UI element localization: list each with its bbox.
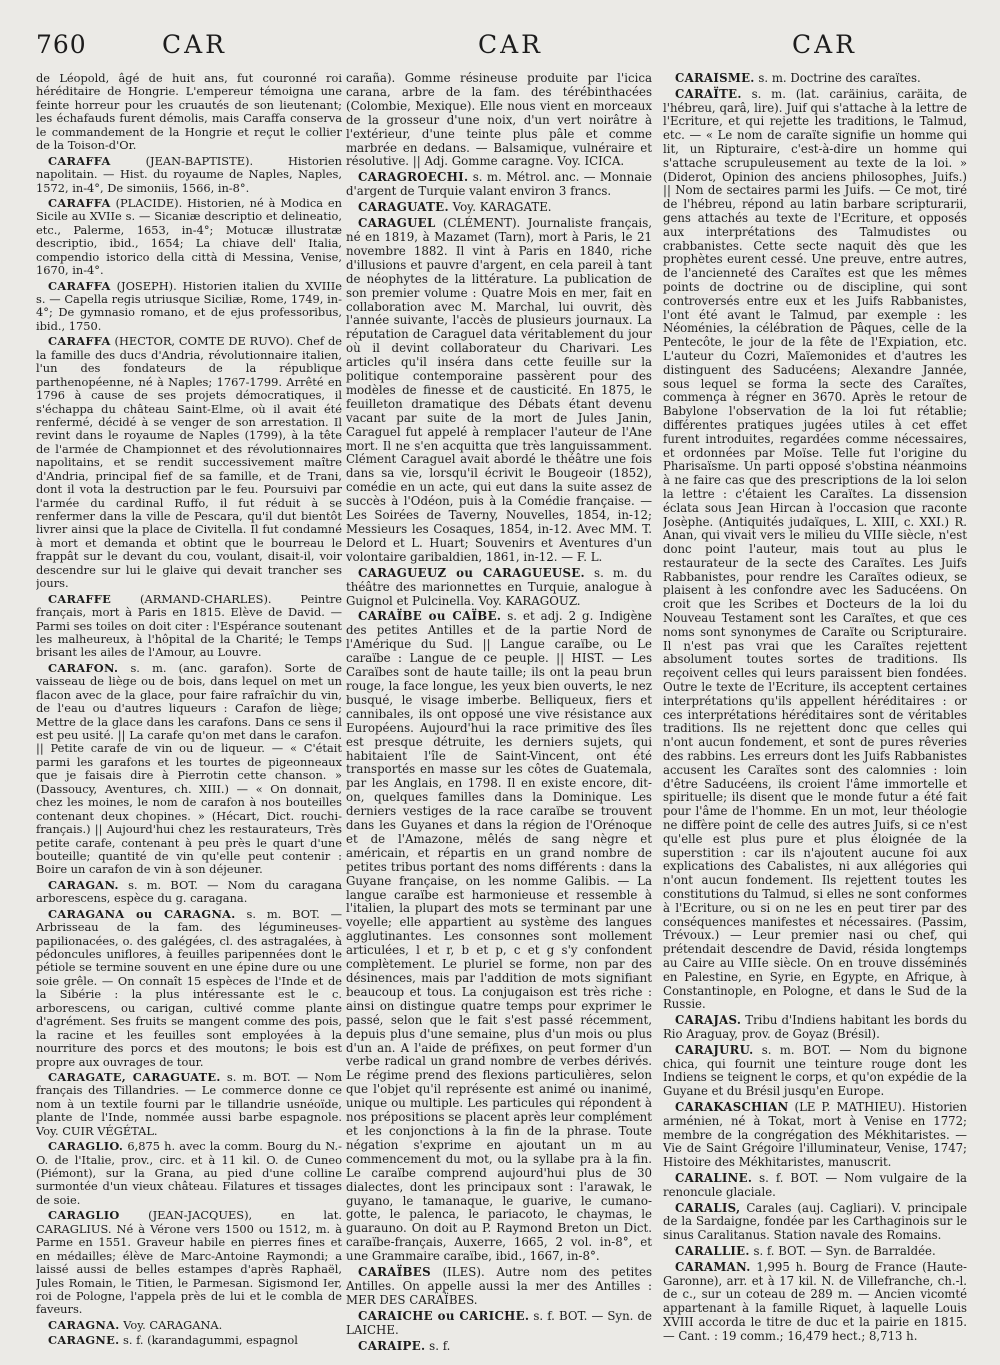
dictionary-entry: [663, 88, 967, 1012]
dictionary-entry: [36, 72, 342, 153]
entry-headword: CARAKASCHIAN: [675, 1099, 789, 1114]
entry-text: Voy. CARAGANA.: [123, 1317, 223, 1332]
dictionary-entry: [36, 1334, 342, 1347]
entry-text: s. m. Métrol. anc. — Monnaie d'argent de Turquie valant environ 3 francs.: [346, 170, 652, 199]
dictionary-entry: [36, 197, 342, 278]
entry-text: s. m. du théâtre des marionnettes en Turquie, analogue à Guignol et Pulcinella. Voy. KARAGOUZ.: [346, 565, 652, 608]
dictionary-entry: [36, 1209, 342, 1317]
entry-text: s. f. BOT. — Syn. de LAICHE.: [346, 1308, 652, 1337]
entry-text: s. m. Doctrine des caraïtes.: [758, 72, 921, 85]
entry-headword: CARAMAN.: [675, 1259, 751, 1274]
dictionary-entry: [346, 567, 652, 609]
dictionary-entry: [36, 1071, 342, 1138]
entry-text: (JEAN-BAPTISTE). Historien napolitain. — Hist. du royaume de Naples, Naples, 1572, in-4°, De simoniis, 1566, in-8°.: [36, 153, 342, 195]
entry-text: s. m. BOT. — Nom français des Tillandries. — Le commerce donne ce nom à un textile fourni par le tillandrie usnéoïde, plante de l'Inde, nommée aussi barbe espagnole. Voy. CUIR VÉGÉTAL.: [36, 1069, 342, 1138]
entry-text: s. m. BOT. — Arbrisseau de la fam. des légumineuses-papilionacées, o. des galégées, cl. des astragalées, à pédoncules uniflores, à feuilles paripennées dont le pétiole se termine souvent en une épine dure ou une soie grêle. — On connaît 15 espèces de l'Inde et de la Sibérie : la plus intéressante est le c. arborescens, ou carigan, cultivé comme plante d'agrément. Ses fruits se mangent comme des pois, la racine et les feuilles sont employées à la nourriture des porcs et des moutons; le bois est propre aux ouvrages de tour.: [36, 906, 342, 1069]
entry-headword: CARALINE.: [675, 1170, 753, 1185]
entry-headword: CARAÏTE.: [675, 86, 742, 101]
entry-headword: CARAFFE: [48, 591, 112, 606]
dictionary-entry: [663, 1044, 967, 1099]
dictionary-entry: [36, 879, 342, 906]
entry-headword: CARAGUEL: [358, 216, 436, 231]
dictionary-entry: [346, 201, 652, 215]
page-number: 760: [36, 30, 87, 59]
entry-text: (CLÉMENT). Journaliste français, né en 1819, à Mazamet (Tarn), mort à Paris, le 21 novembre 1882. Il vint à Paris en 1840, riche d'illusions et pauvre d'argent, en cela pareil à tant de néophytes de la littérature. La publication de son premier volume : Quatre Mois en mer, fait en collaboration avec M. Marchal, lui ouvrit, dès l'année suivante, l'accès de plusieurs journaux. La réputation de Caraguel data véritablement du jour où il devint collaborateur du Charivari. Les articles qu'il inséra dans cette feuille sur la politique contemporaine passèrent pour des modèles de finesse et de causticité. En 1875, le feuilleton dramatique des Débats étant devenu vacant par suite de la mort de Jules Janin, Caraguel fut appelé à remplacer l'auteur de l'Ane mort. Il ne s'en acquitta que très languissamment. Clément Caraguel avait abordé le théâtre une fois dans sa vie, lorsqu'il écrivit le Bougeoir (1852), comédie en un acte, qui eut dans la suite assez de succès à l'Odéon, puis à la Comédie française. — Les Soirées de Taverny, Nouvelles, 1854, in-12; Messieurs les Cosaques, 1854, in-12. Avec MM. T. Delord et L. Huart; Souvenirs et Aventures d'un volontaire garibaldien, 1861, in-12. — F. L.: [346, 216, 652, 564]
entry-text: s. f. BOT. — Nom vulgaire de la renoncule glaciale.: [663, 1170, 967, 1199]
entry-text: (ARMAND-CHARLES). Peintre français, mort à Paris en 1815. Elève de David. — Parmi ses toiles on doit citer : l'Espérance soutenant les malheureux, à l'hôpital de la Charité; le Temps brisant les ailes de l'Amour, au Louvre.: [36, 591, 342, 660]
entry-text: (JEAN-JACQUES), en lat. CARAGLIUS. Né à Vérone vers 1500 ou 1512, m. à Parme en 1551. Graveur habile en pierres fines et en médailles; élève de Marc-Antoine Raymondi; a laissé aussi de belles estampes d'après Raphaël, Jules Romain, le Titien, le Parmesan. Sigismond Ier, roi de Pologne, l'appela près de lui et le combla de faveurs.: [36, 1208, 342, 1317]
entry-headword: CARAGLIO: [48, 1208, 120, 1223]
entry-headword: CARAGROECHI.: [358, 170, 469, 185]
dictionary-entry: [346, 610, 652, 1264]
entry-headword: CARAFON.: [48, 660, 119, 675]
dictionary-entry: [663, 1014, 967, 1042]
dictionary-entry: [36, 280, 342, 334]
dictionary-entry: [346, 1340, 652, 1354]
dictionary-entry: [36, 908, 342, 1069]
entry-text: (LE P. MATHIEU). Historien arménien, né à Tokat, mort à Venise en 1772; membre de la congrégation des Mékhitaristes. — Vie de Saint Grégoire l'illuminateur, Venise, 1747; Histoire des Mékhitaristes, manuscrit.: [663, 1099, 967, 1170]
entry-headword: CARAGAN.: [48, 877, 119, 892]
entry-text: s. m. BOT. — Nom du bignone chica, qui fournit une teinture rouge dont les Indiens se teignent le corps, et qu'on expédie de la Guyane et du Brésil jusqu'en Europe.: [663, 1042, 967, 1099]
column-middle: [346, 72, 652, 1362]
entry-headword: CARAGNE.: [48, 1333, 120, 1348]
entry-headword: CARAFFA: [48, 153, 111, 168]
entry-text: 6,875 h. avec la comm. Bourg du N.-O. de l'Italie, prov., circ. et à 11 kil. O. de Cuneo (Piémont), sur la Grana, au pied d'une colline surmontée d'un vieux château. Filatures et tissages de soie.: [36, 1139, 342, 1207]
dictionary-entry: [663, 1101, 967, 1170]
dictionary-entry: [36, 155, 342, 195]
column-left: [36, 72, 342, 1358]
dictionary-entry: [663, 1202, 967, 1243]
entry-headword: CARAÏSME.: [675, 72, 755, 85]
entry-text: s. et adj. 2 g. Indigène des petites Antilles et de la partie Nord de l'Amérique du Sud. || Langue caraïbe, ou Le caraïbe : Langue de ce peuple. || HIST. — Les Caraïbes sont de haute taille; ils ont la peau brun rouge, la face longue, les yeux bien ouverts, le nez busqué, le visage imberbe. Belliqueux, fiers et cannibales, ils ont opposé une vive résistance aux Européens. Aujourd'hui la race primitive des îles est presque détruite, les derniers sujets, qui habitaient l'île de Saint-Vincent, ont été transportés en masse sur les côtes de Guatemala, par les Anglais, en 1798. Il en existe encore, dit-on, quelques familles dans la Dominique. Les derniers vestiges de la race caraïbe se trouvent dans les Guyanes et dans la région de l'Orénoque et de l'Amazone, mêlés de sang nègre et américain, et répartis en un grand nombre de petites tribus portant des noms différents : dans la Guyane française, on les nomme Galibis. — La langue caraïbe est harmonieuse et ressemble à l'italien, la plupart des mots se terminant par une voyelle; elle appartient au système des langues agglutinantes. Les consonnes sont mollement articulées, l et r, b et p, c et g s'y confondent complètement. Le pluriel se forme, non par des désinences, mais par l'addition de mots signifiant beaucoup et tous. La conjugaison est très riche : ainsi on distingue quatre temps pour exprimer le passé, selon que le fait s'est passé récemment, depuis plus d'une semaine, plus d'un mois ou plus d'un an. A l'aide de préfixes, on peut former d'un verbe radical un grand nombre de verbes dérivés. Le régime prend des flexions particulières, selon que l'objet qu'il représente est animé ou inanimé, unique ou multiple. Les particules qui répondent à nos prépositions se placent après leur complément et les conjonctions à la fin de la phrase. Toute négation s'exprime en ajoutant un m au commencement du mot, ou la syllabe pra à la fin. Le caraïbe comprend aujourd'hui plus de 30 dialectes, dont les principaux sont : l'arawak, le guyano, le tamanaque, le guarive, le cumano-gotte, le palenca, le pariacoto, le chaymas, le guarauno. On doit au P. Raymond Breton un Dict. caraïbe-français, Auxerre, 1665, 2 vol. in-8°, et une Grammaire caraïbe, ibid., 1667, in-8°.: [346, 609, 652, 1264]
dictionary-entry: [36, 1319, 342, 1332]
dictionary-entry: [663, 1245, 967, 1259]
entry-text: Tribu d'Indiens habitant les bords du Rio Araguay, prov. de Goyaz (Brésil).: [663, 1013, 967, 1041]
running-head-center: CAR: [478, 30, 544, 59]
entry-headword: CARAJURU.: [675, 1042, 754, 1057]
entry-headword: CARAFFA: [48, 334, 111, 349]
entry-text: s. f. BOT. — Syn. de Barraldée.: [753, 1243, 936, 1258]
entry-headword: CARAÏBE ou CAÏBE.: [358, 609, 502, 624]
running-head-right: CAR: [792, 30, 858, 59]
entry-headword: CARAGNA.: [48, 1317, 120, 1332]
entry-headword: CARAICHE ou CARICHE.: [358, 1308, 530, 1323]
entry-text: s. m. BOT. — Nom du caragana arborescens, espèce du g. caragana.: [36, 877, 342, 906]
dictionary-entry: [36, 1140, 342, 1207]
entry-text: (HECTOR, COMTE DE RUVO). Chef de la famille des ducs d'Andria, révolutionnaire italien, l'un des fondateurs de la république parthenopéenne, né à Naples; 1767-1799. Arrêté en 1796 à cause de ses projets démocratiques, il s'échappa du château Saint-Elme, où il avait été renfermé, décidé à se venger de son arrestation. Il revint dans le royaume de Naples (1799), à la tête de l'armée de Championnet et des révolutionnaires napolitains, et se rendit successivement maître d'Andria, principal fief de sa famille, et de Trani, dont il vota la destruction par le feu. Poursuivi par l'armée du cardinal Ruffo, il fut réduit à se renfermer dans la ville de Pescara, qu'il dut bientôt livrer ainsi que la place de Civitella. Il fut condamné à mort et demanda et obtint que le bourreau le frappât sur le devant du cou, voulant, disait-il, voir descendre sur lui le glaive qui devait trancher ses jours.: [36, 334, 342, 591]
entry-headword: CARAGUATE.: [358, 200, 449, 215]
dictionary-entry: [36, 335, 342, 590]
entry-text: Carales (auj. Cagliari). V. principale de la Sardaigne, fondée par les Carthaginois sur le sinus Caralitanus. Station navale des Romains.: [663, 1200, 967, 1243]
dictionary-entry: [663, 72, 967, 86]
entry-text: s. m. (lat. caräinius, caräita, de l'hébreu, qarâ, lire). Juif qui s'attache à la lettre de l'Ecriture, et qui rejette les traditions, le Talmud, etc. — « Le nom de caraïte signifie un homme qui lit, un Ripturaire, c'est-à-dire un homme qui s'attache scrupuleusement au texte de la loi. » (Diderot, Opinion des anciens philosophes, Juifs.) || Nom de sectaires parmi les Juifs. — Ce mot, tiré de l'hébreu, répond au latin barbare scripturarii, gens attachés au texte de l'Ecriture, et opposés aux interprétations des Talmudistes ou crabbanistes. Cette secte naquit dès que les prophètes eurent cessé. Une preuve, entre autres, de l'ancienneté des Caraïtes est que les mêmes points de doctrine ou de discipline, qui sont controversés entre eux et les Juifs Rabbanistes, l'ont été avant le Talmud, par exemple : les Néoménies, la célébration de Pâques, celle de la Pentecôte, le jour de la fête de l'Expiation, etc. L'auteur du Cozri, Maïemonides et d'autres les distinguent des Saducéens; Alexandre Jannée, sous lequel se forma la secte des Caraïtes, commença à régner en 3670. Après le retour de Babylone l'observation de la loi fut rétablie; différentes pratiques jugées utiles à cet effet furent introduites, regardées comme nécessaires, et ordonnées par Moïse. Telle fut l'origine du Pharisaïsme. Un parti opposé s'obstina néanmoins à ne faire cas que des prescriptions de la loi selon la lettre : c'étaient les Caraïtes. La dissension éclata sous Jean Hircan à l'occasion que raconte Josèphe. (Antiquités judaïques, L. XIII, c. XXI.) R. Anan, qui vivait vers le milieu du VIIIe siècle, n'est donc point l'auteur, mais tout au plus le restaurateur de la secte des Caraïtes. Les Juifs Rabbanistes, pour rendre les Caraïtes odieux, se plaisent à les confondre avec les Saducéens. On croit que les Scribes et Docteurs de la loi du Nouveau Testament sont les Caraïtes, et que ces noms sont synonymes de Caraïte ou Scripturaire. Il n'est pas vrai que les Caraïtes rejettent absolument toutes sortes de traditions. Ils reçoivent celles qui leurs paraissent bien fondées. Outre le texte de l'Ecriture, ils acceptent certaines interprétations qu'ils appellent héréditaires : or ces interprétations héréditaires sont de véritables traditions. Ils ne rejettent donc que celles qui n'ont aucun fondement, et sont de pures rêveries des rabbins. Les erreurs dont les Juifs Rabbanistes accusent les Caraïtes sont des calomnies : loin d'être Saducéens, ils croient l'âme immortelle et spirituelle; ils disent que le monde futur a été fait pour l'âme de l'homme. En un mot, leur théologie ne diffère point de celle des autres Juifs, si ce n'est qu'elle est plus pure et plus éloignée de la superstition : car ils n'ajoutent aucune foi aux explications des Cabalistes, ni aux allégories qui n'ont aucun fondement. Ils rejettent toutes les constitutions du Talmud, si elles ne sont conformes à l'Ecriture, ou si on ne les en peut tirer par des conséquences manifestes et nécessaires. (Passim, Trévoux.) — Leur premier nasi ou chef, qui prétendait descendre de David, résida longtemps au Caire au VIIIe siècle. On en trouve disséminés en Palestine, en Syrie, en Egypte, en Afrique, à Constantinople, en Pologne, et dans le Sud de la Russie.: [663, 86, 967, 1012]
entry-headword: CARAGLIO.: [48, 1139, 124, 1154]
column-right: [663, 72, 967, 1354]
entry-headword: CARAFFA: [48, 195, 111, 210]
entry-text: s. m. (anc. garafon). Sorte de vaisseau de liège ou de bois, dans lequel on met un flacon avec de la glace, pour faire rafraîchir du vin, de l'eau ou d'autres liqueurs : Carafon de liège; Mettre de la glace dans les carafons. Dans ce sens il est peu usité. || La carafe qu'on met dans le carafon. || Petite carafe de vin ou de liqueur. — « C'était parmi les garafons et les tourtes de pigeonneaux que je faisais dire à Pierrotin cette chanson. » (Dassoucy, Aventures, ch. XIII.) — « On donnait, chez les moines, le nom de carafon à nos bouteilles contenant deux chopines. » (Hécart, Dict. rouchi-français.) || Aujourd'hui chez les restaurateurs, Très petite carafe, contenant à peu près le quart d'une bouteille; quantité de vin qu'elle peut contenir : Boire un carafon de vin à son déjeuner.: [36, 660, 342, 877]
entry-text: 1,995 h. Bourg de France (Haute-Garonne), arr. et à 17 kil. N. de Villefranche, ch.-l. de c., sur un coteau de 289 m. — Ancien vicomté appartenant à la famille Riquet, à laquelle Louis XVIII accorda le titre de duc et la pairie en 1815. — Cant. : 19 comm.; 16,479 hect.; 8,713 h.: [663, 1259, 967, 1343]
dictionary-entry: [346, 1310, 652, 1338]
entry-headword: CARAGANA ou CARAGNA.: [48, 906, 236, 921]
entry-headword: CARAGATE, CARAGUATE.: [48, 1069, 221, 1084]
entry-text: s. f.: [429, 1338, 451, 1353]
entry-headword: CARAIPE.: [358, 1338, 426, 1353]
dictionary-entry: [346, 72, 652, 169]
entry-text: caraña). Gomme résineuse produite par l'icica carana, arbre de la fam. des térébinthacées (Colombie, Mexique). Elle nous vient en morceaux de la grosseur d'une noix, d'un vert noirâtre à l'extérieur, d'une teinte plus pâle et comme marbrée en dedans. — Balsamique, vulnéraire et résolutive. || Adj. Gomme caragne. Voy. ICICA.: [346, 72, 652, 169]
dictionary-entry: [36, 662, 342, 877]
entry-headword: CARAÏBES: [358, 1265, 431, 1280]
dictionary-entry: [346, 171, 652, 199]
entry-text: Voy. KARAGATE.: [452, 200, 552, 215]
entry-text: (ILES). Autre nom des petites Antilles. On appelle aussi la mer des Antilles : MER DES CARAÏBES.: [346, 1265, 652, 1307]
dictionary-entry: [346, 217, 652, 565]
dictionary-entry: [663, 1172, 967, 1200]
dictionary-entry: [346, 1266, 652, 1308]
entry-text: (PLACIDE). Historien, né à Modica en Sicile au XVIIe s. — Sicaniæ descriptio et delineatio, etc., Palerme, 1653, in-4°; Motucæ illustratæ descriptio, ibid., 1654; La chiave dell' Italia, compendio istorico della città di Messina, Venise, 1670, in-4°.: [36, 195, 342, 278]
running-head-left: CAR: [162, 30, 228, 59]
entry-headword: CARALIS,: [675, 1200, 741, 1215]
entry-text: (JOSEPH). Historien italien du XVIIIe s. — Capella regis utriusque Siciliæ, Rome, 1749, in-4°; De gymnasio romano, et de ejus professoribus, ibid., 1750.: [36, 278, 342, 333]
dictionary-entry: [663, 1261, 967, 1344]
entry-text: s. f. (karandagummi, espagnol: [123, 1333, 298, 1348]
entry-headword: CARAJAS.: [675, 1013, 742, 1028]
entry-headword: CARAGUEUZ ou CARAGUEUSE.: [358, 565, 585, 580]
dictionary-entry: [36, 593, 342, 660]
entry-headword: CARAFFA: [48, 278, 111, 293]
entry-text: de Léopold, âgé de huit ans, fut couronné roi héréditaire de Hongrie. L'empereur témoigna une feinte horreur pour les cruautés de son lieutenant; les échafauds furent démolis, mais Caraffa conserva le commandement de la Hongrie et reçut le collier de la Toison-d'Or.: [36, 72, 342, 153]
entry-headword: CARALLIE.: [675, 1243, 750, 1258]
